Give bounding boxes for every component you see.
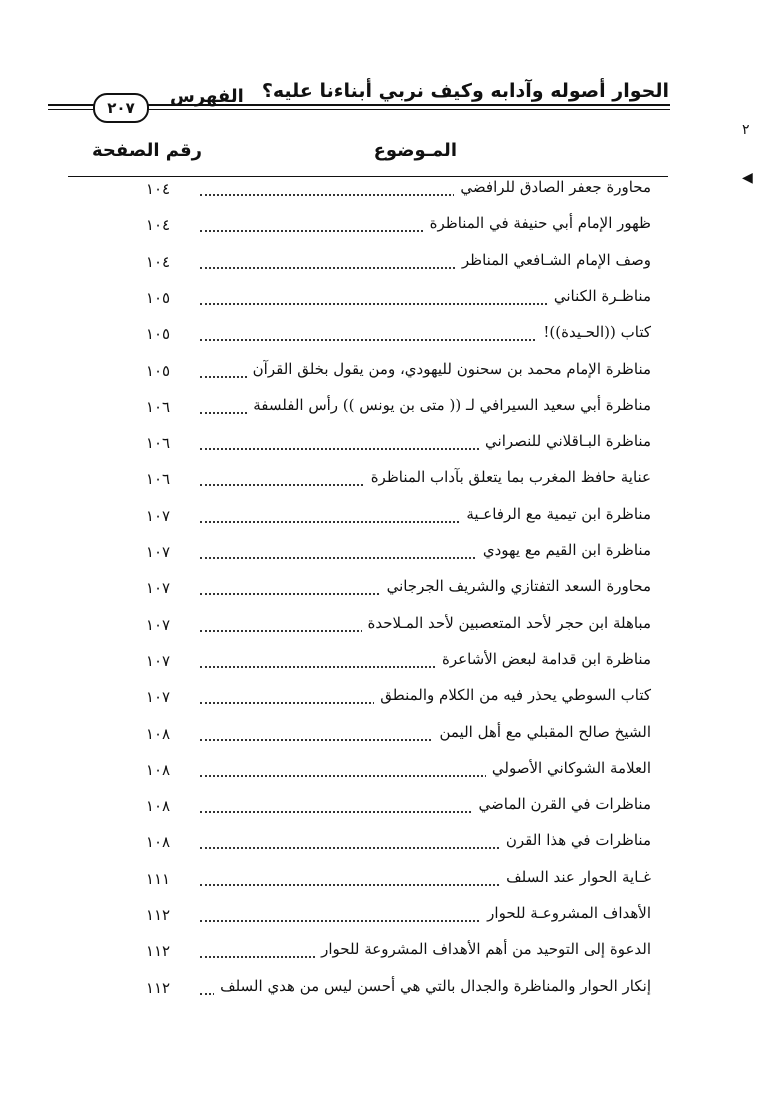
toc-entry (0, 172, 757, 206)
toc-entry-title: الأهداف المشروعـة للحوار (481, 904, 651, 922)
toc-entry-page: ١٠٧ (145, 543, 171, 561)
toc-entry-page: ١٠٨ (145, 760, 171, 779)
toc-entry (0, 426, 757, 460)
toc-entry (0, 281, 757, 315)
margin-mark: ٢ (742, 122, 750, 138)
toc-entry-title: الدعوة إلى التوحيد من أهم الأهداف المشروعة للحوار (315, 940, 651, 958)
toc-entry (0, 354, 757, 388)
toc-entry-page: ١١٢ (145, 978, 171, 997)
toc-entry-title: مناظرات في القرن الماضي (473, 795, 651, 813)
toc-entry (0, 208, 757, 242)
toc-entry-title: ظهور الإمام أبي حنيفة في المناظرة (424, 214, 651, 232)
toc-entry-title: مناظرة الإمام محمد بن سحنون لليهودي، ومن يقول بخلق القرآن (247, 360, 651, 378)
toc-entry (0, 245, 757, 279)
toc-entry-page: ١٠٤ (145, 252, 171, 271)
toc-entry-title: الشيخ صالح المقبلي مع أهل اليمن (433, 723, 651, 741)
toc-entry-page: ١١٢ (145, 906, 171, 924)
toc-entry (0, 680, 757, 714)
toc-entry-title: إنكار الحوار والمناظرة والجدال بالتي هي أحسن ليس من هدي السلف (214, 977, 651, 995)
toc-entry-page: ١١٢ (145, 942, 171, 961)
toc-entry (0, 789, 757, 823)
toc-entry-title: مناظرة البـاقلاني للنصراني (479, 432, 651, 450)
toc-entry-page: ١٠٥ (145, 361, 171, 380)
toc-entry-title: محاورة السعد التفتازي والشريف الجرجاني (381, 577, 651, 595)
toc-entry-title: مناظـرة الكناني (548, 287, 651, 305)
toc-entry-page: ١٠٦ (145, 397, 171, 416)
toc-entry (0, 971, 757, 1005)
page-number-badge: ٢٠٧ (93, 93, 149, 123)
toc-entry-title: عناية حافظ المغرب بما يتعلق بآداب المناظرة (365, 468, 651, 486)
margin-mark: ◀ (742, 170, 753, 186)
toc-entry-title: مناظرة أبي سعيد السيرافي لـ (( متى بن يونس )) رأس الفلسفة (247, 396, 651, 414)
toc-entry (0, 390, 757, 424)
toc-entry-page: ١١١ (145, 869, 171, 888)
toc-entry-title: مناظرة ابن تيمية مع الرفاعـية (460, 505, 651, 523)
toc-entry (0, 753, 757, 787)
toc-entry-title: كتاب السوطي يحذر فيه من الكلام والمنطق (374, 686, 651, 704)
toc-entry (0, 934, 757, 968)
toc-entry-title: مناظرة ابن قدامة لبعض الأشاعرة (436, 650, 651, 668)
toc-entry-page: ١٠٨ (145, 797, 171, 816)
toc-entry-title: كتاب ((الحـيدة))! (537, 323, 651, 341)
toc-entry-page: ١٠٧ (145, 688, 171, 707)
toc-entry-title: مناظرات في هذا القرن (500, 831, 651, 849)
toc-entry-page: ١٠٤ (145, 180, 171, 198)
toc-entry (0, 499, 757, 533)
toc-entry-page: ١٠٨ (145, 724, 171, 743)
column-header-topic: المـوضوع (373, 140, 457, 161)
toc-entry-page: ١٠٧ (145, 579, 171, 598)
toc-entry (0, 644, 757, 678)
toc-entry-title: مباهلة ابن حجر لأحد المتعصبين لأحد المـلاحدة (362, 614, 651, 632)
toc-entry (0, 535, 757, 569)
toc-entry-page: ١٠٨ (145, 833, 171, 852)
toc-entry (0, 717, 757, 751)
toc-entry-page: ١٠٧ (145, 651, 171, 670)
toc-entry-page: ١٠٧ (145, 615, 171, 634)
toc-entry-title: غـاية الحوار عند السلف (500, 868, 651, 886)
toc-entry (0, 898, 757, 932)
toc-entry (0, 317, 757, 351)
toc-entry (0, 462, 757, 496)
toc-entry-page: ١٠٥ (145, 288, 171, 307)
toc-entry (0, 608, 757, 642)
toc-entry-page: ١٠٤ (145, 216, 171, 235)
toc-entry-title: العلامة الشوكاني الأصولي (486, 759, 651, 777)
toc-entry-page: ١٠٧ (145, 506, 171, 525)
section-title: الفهرس (170, 86, 244, 107)
toc-entry-page: ١٠٦ (145, 470, 171, 489)
toc-entry-page: ١٠٥ (145, 325, 171, 344)
toc-entry-title: وصف الإمام الشـافعي المناظر (456, 251, 651, 269)
column-header-page: رقم الصفحة (92, 140, 203, 161)
toc-entry-title: محاورة جعفر الصادق للرافضي (454, 178, 651, 196)
toc-entry-page: ١٠٦ (145, 434, 171, 453)
toc-entry (0, 862, 757, 896)
toc-entry-title: مناظرة ابن القيم مع يهودي (477, 541, 651, 559)
toc-entry (0, 571, 757, 605)
toc-entry (0, 825, 757, 859)
running-title: الحوار أصوله وآدابه وكيف نربي أبناءنا عليه؟ (261, 80, 669, 102)
